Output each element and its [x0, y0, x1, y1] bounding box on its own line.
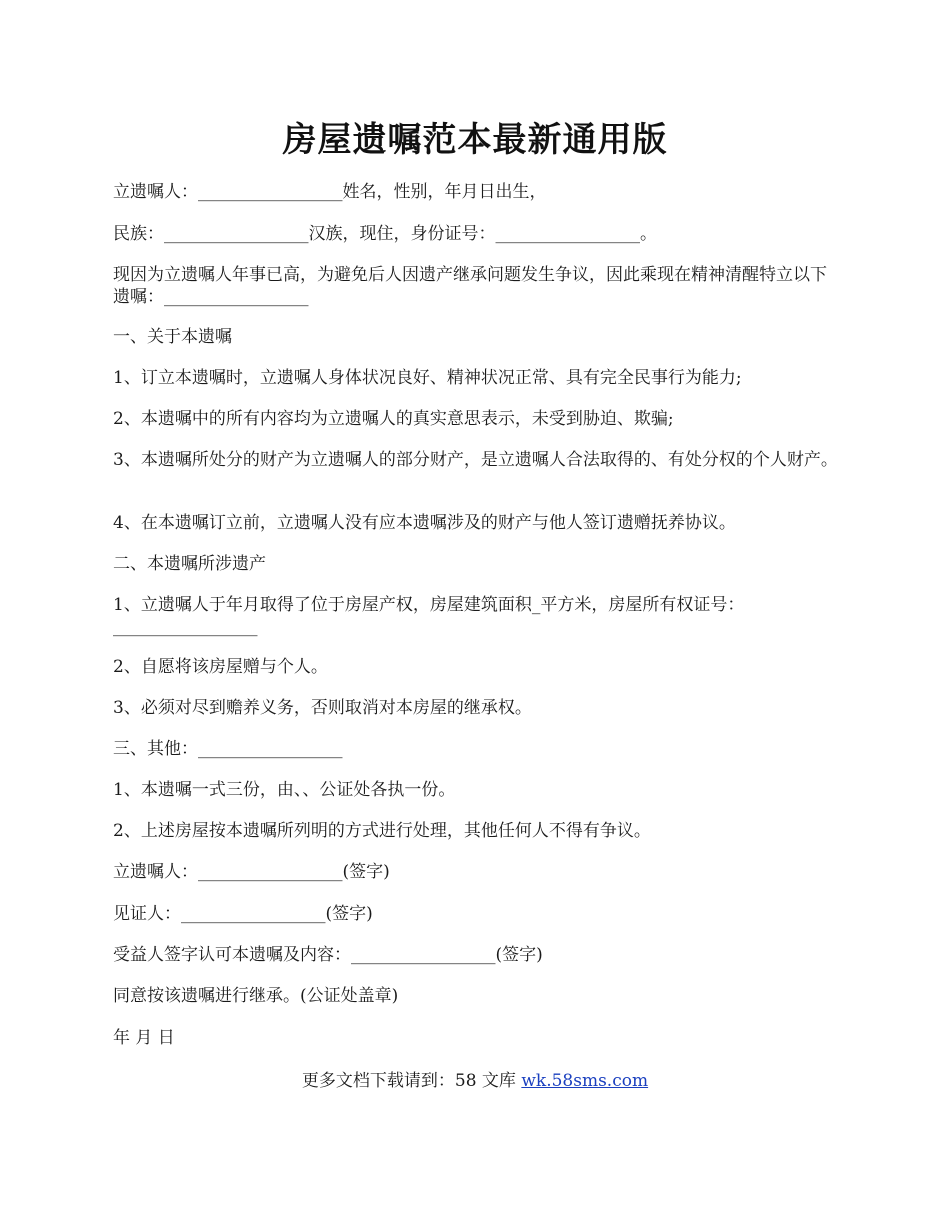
ethnicity-line: 民族：_________________汉族，现住，身份证号：_________________。: [113, 224, 657, 244]
clause-2-2: 2、自愿将该房屋赠与个人。: [113, 657, 328, 677]
testator-signature-line: 立遗嘱人：_________________(签字): [113, 862, 390, 882]
clause-1-4: 4、在本遗嘱订立前，立遗嘱人没有应本遗嘱涉及的财产与他人签订遗赠抚养协议。: [113, 513, 736, 533]
section-heading-3: 三、其他：_________________: [113, 739, 343, 759]
clause-1-2: 2、本遗嘱中的所有内容均为立遗嘱人的真实意思表示，未受到胁迫、欺骗;: [113, 409, 674, 429]
clause-1-1: 1、订立本遗嘱时，立遗嘱人身体状况良好、精神状况正常、具有完全民事行为能力;: [113, 368, 742, 388]
beneficiary-signature-line: 受益人签字认可本遗嘱及内容：_________________(签字): [113, 945, 543, 965]
date-line: 年 月 日: [113, 1028, 175, 1048]
testator-line: 立遗嘱人：_________________姓名，性别，年月日出生，: [113, 182, 547, 202]
clause-2-1: 1、立遗嘱人于年月取得了位于房屋产权，房屋建筑面积_平方米，房屋所有权证号：_________________: [113, 595, 745, 637]
clause-1-3: 3、本遗嘱所处分的财产为立遗嘱人的部分财产，是立遗嘱人合法取得的、有处分权的个人财产。: [113, 450, 838, 470]
footer-link[interactable]: wk.58sms.com: [521, 1071, 649, 1091]
clause-2-3: 3、必须对尽到赡养义务，否则取消对本房屋的继承权。: [113, 698, 532, 718]
footer: [0, 1066, 950, 1091]
page-title: 房屋遗嘱范本最新通用版: [282, 120, 668, 160]
section-heading-1: 一、关于本遗嘱: [113, 327, 232, 347]
clause-3-1: 1、本遗嘱一式三份，由、、公证处各执一份。: [113, 780, 456, 800]
section-heading-2: 二、本遗嘱所涉遗产: [113, 554, 266, 574]
notary-seal-line: 同意按该遗嘱进行继承。(公证处盖章): [113, 986, 399, 1006]
clause-3-2: 2、上述房屋按本遗嘱所列明的方式进行处理，其他任何人不得有争议。: [113, 821, 651, 841]
preamble-paragraph: 现因为立遗嘱人年事已高，为避免后人因遗产继承问题发生争议，因此乘现在精神清醒特立以下遗嘱：_________________: [113, 265, 827, 307]
footer-text: 更多文档下载请到：58 文库: [301, 1071, 522, 1091]
witness-signature-line: 见证人：_________________(签字): [113, 904, 373, 924]
